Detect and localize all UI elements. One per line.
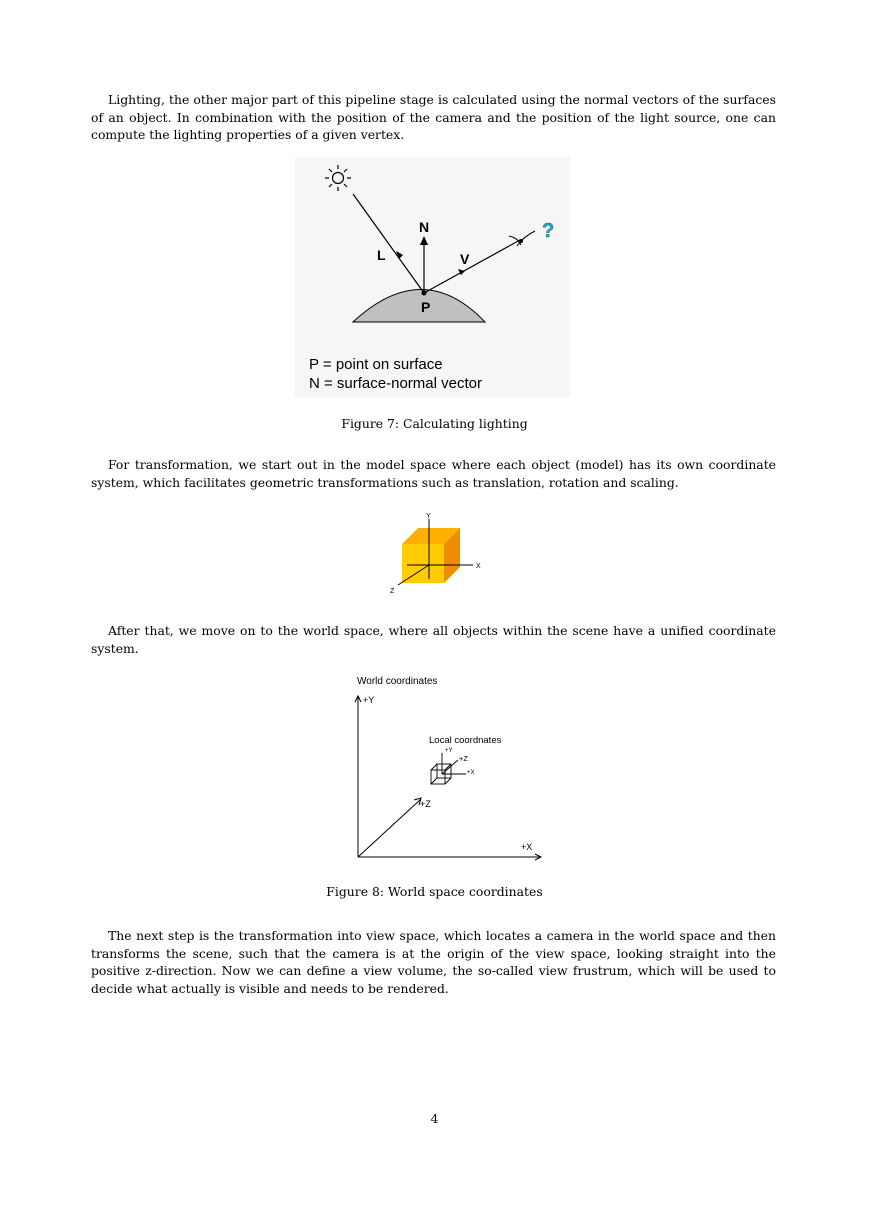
world-y-label: +Y xyxy=(363,695,375,705)
world-z-label: +Z xyxy=(420,799,431,809)
local-coordinates-title: Local coordnates xyxy=(429,735,502,746)
paragraph-lighting: Lighting, the other major part of this pipeline stage is calculated using the normal vectors of the surfaces of an object. In combination with the position of the camera and the position of the light source, one can compute the lighting properties of a given vertex. xyxy=(91,92,776,142)
point-p-dot xyxy=(422,291,427,296)
figure7-caption: Figure 7: Calculating lighting xyxy=(341,416,528,431)
label-n: N xyxy=(419,219,430,235)
local-z-axis xyxy=(442,760,458,774)
world-coordinates-title: World coordinates xyxy=(357,676,438,687)
paragraph-world: After that, we move on to the world space, where all objects within the scene have a unified coordinate system. xyxy=(91,623,776,656)
page-number: 4 xyxy=(430,1111,439,1126)
world-coordinates-figure xyxy=(350,670,545,862)
lighting-figure xyxy=(295,157,570,397)
legend-n: N = surface-normal vector xyxy=(309,375,482,392)
figure8-caption: Figure 8: World space coordinates xyxy=(326,884,543,899)
label-v: V xyxy=(460,251,470,267)
question-mark-label: ? xyxy=(542,220,555,242)
local-y-label: +Y xyxy=(445,748,453,754)
label-l: L xyxy=(377,247,386,263)
axis-y-label: Y xyxy=(426,513,431,520)
paragraph-transformation: For transformation, we start out in the model space where each object (model) has its own coordinate system, which facilitates geometric transformations such as translation, rotation and scaling. xyxy=(91,457,776,490)
legend-p: P = point on surface xyxy=(309,356,443,373)
local-x-label: +X xyxy=(467,770,475,776)
world-x-label: +X xyxy=(521,842,533,852)
cube-front-face xyxy=(402,544,444,583)
axis-z-label: Z xyxy=(390,588,395,595)
label-p: P xyxy=(421,299,431,315)
local-z-label: +Z xyxy=(459,754,468,763)
model-space-figure xyxy=(385,509,485,597)
axis-x-label: X xyxy=(476,563,481,570)
paragraph-view: The next step is the transformation into view space, which locates a camera in the world space and then transforms the scene, such that the camera is at the origin of the view space, looking straight into the positive z-direction. Now we can define a view volume, the so-called view frustrum, which will be used to decide what actually is visible and needs to be rendered. xyxy=(91,928,776,996)
world-z-axis xyxy=(358,799,421,857)
